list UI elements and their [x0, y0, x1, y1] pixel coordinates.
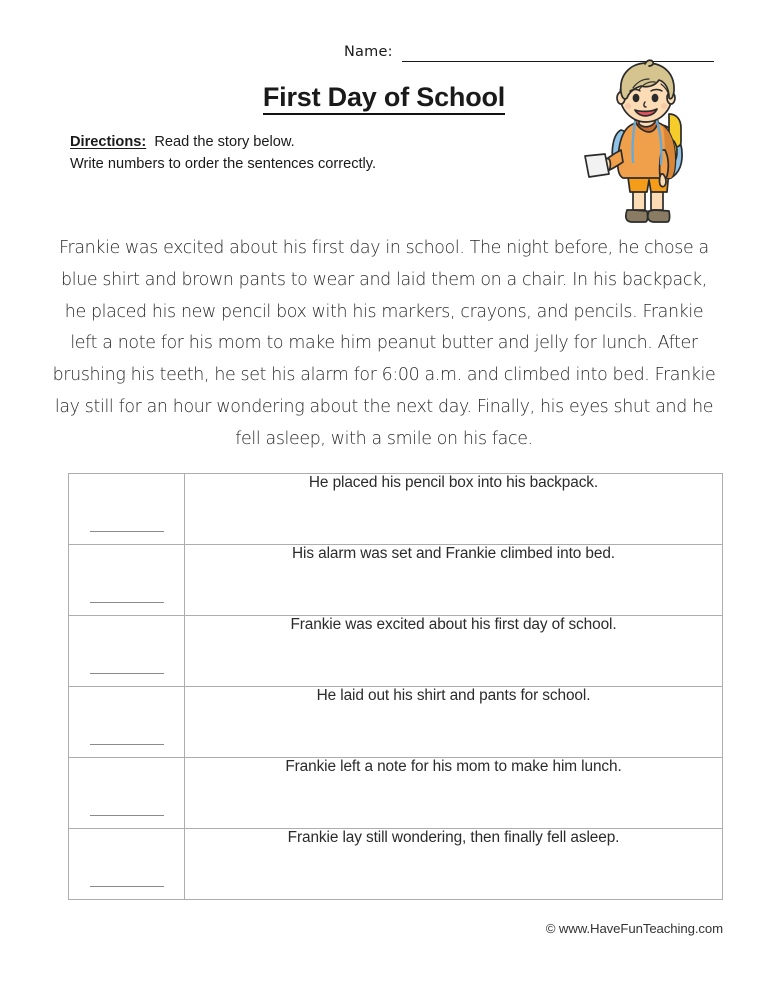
- directions-block: [70, 131, 376, 175]
- directions-line-2: Write numbers to order the sentences correctly.: [70, 156, 377, 172]
- answer-blank-line: [90, 531, 164, 532]
- answer-blank-line: [90, 744, 164, 745]
- table-row: [69, 545, 723, 616]
- answer-blank-cell[interactable]: [69, 616, 185, 687]
- answer-blank-line: [90, 602, 164, 603]
- sentence-cell: He placed his pencil box into his backpack.: [185, 474, 723, 545]
- answer-blank-line: [90, 815, 164, 816]
- sentence-cell: His alarm was set and Frankie climbed into bed.: [185, 545, 723, 616]
- table-row: [69, 687, 723, 758]
- sequence-table: [68, 473, 723, 900]
- answer-blank-cell[interactable]: [69, 474, 185, 545]
- answer-blank-line: [90, 886, 164, 887]
- page-title-text: First Day of School: [263, 82, 505, 115]
- table-row: [69, 829, 723, 900]
- sentence-cell: He laid out his shirt and pants for school.: [185, 687, 723, 758]
- answer-blank-cell[interactable]: [69, 687, 185, 758]
- sentence-cell: Frankie lay still wondering, then finally fell asleep.: [185, 829, 723, 900]
- directions-label: Directions:: [70, 134, 147, 150]
- story-paragraph: Frankie was excited about his first day in school. The night before, he chose a blue shirt and brown pants to wear and laid them on a chair. In his backpack, he placed his new pencil box with his markers, crayons, and pencils. Frankie left a note for his mom to make him peanut butter and jelly for lunch. After brushing his teeth, he set his alarm for 6:00 a.m. and climbed into bed. Frankie lay still for an hour wondering about the next day. Finally, his eyes shut and he fell asleep, with a smile on his face.: [52, 238, 716, 449]
- name-label: Name:: [344, 44, 393, 60]
- footer-credit: © www.HaveFunTeaching.com: [545, 921, 723, 936]
- directions-line-1-text: Read the story below.: [154, 134, 295, 150]
- sentence-cell: Frankie was excited about his first day of school.: [185, 616, 723, 687]
- sentence-cell: Frankie left a note for his mom to make him lunch.: [185, 758, 723, 829]
- table-row: [69, 758, 723, 829]
- answer-blank-cell[interactable]: [69, 758, 185, 829]
- sequence-table-body: [69, 474, 723, 900]
- answer-blank-line: [90, 673, 164, 674]
- table-row: [69, 474, 723, 545]
- answer-blank-cell[interactable]: [69, 545, 185, 616]
- boy-with-backpack-illustration: [583, 58, 711, 230]
- answer-blank-cell[interactable]: [69, 829, 185, 900]
- table-row: [69, 616, 723, 687]
